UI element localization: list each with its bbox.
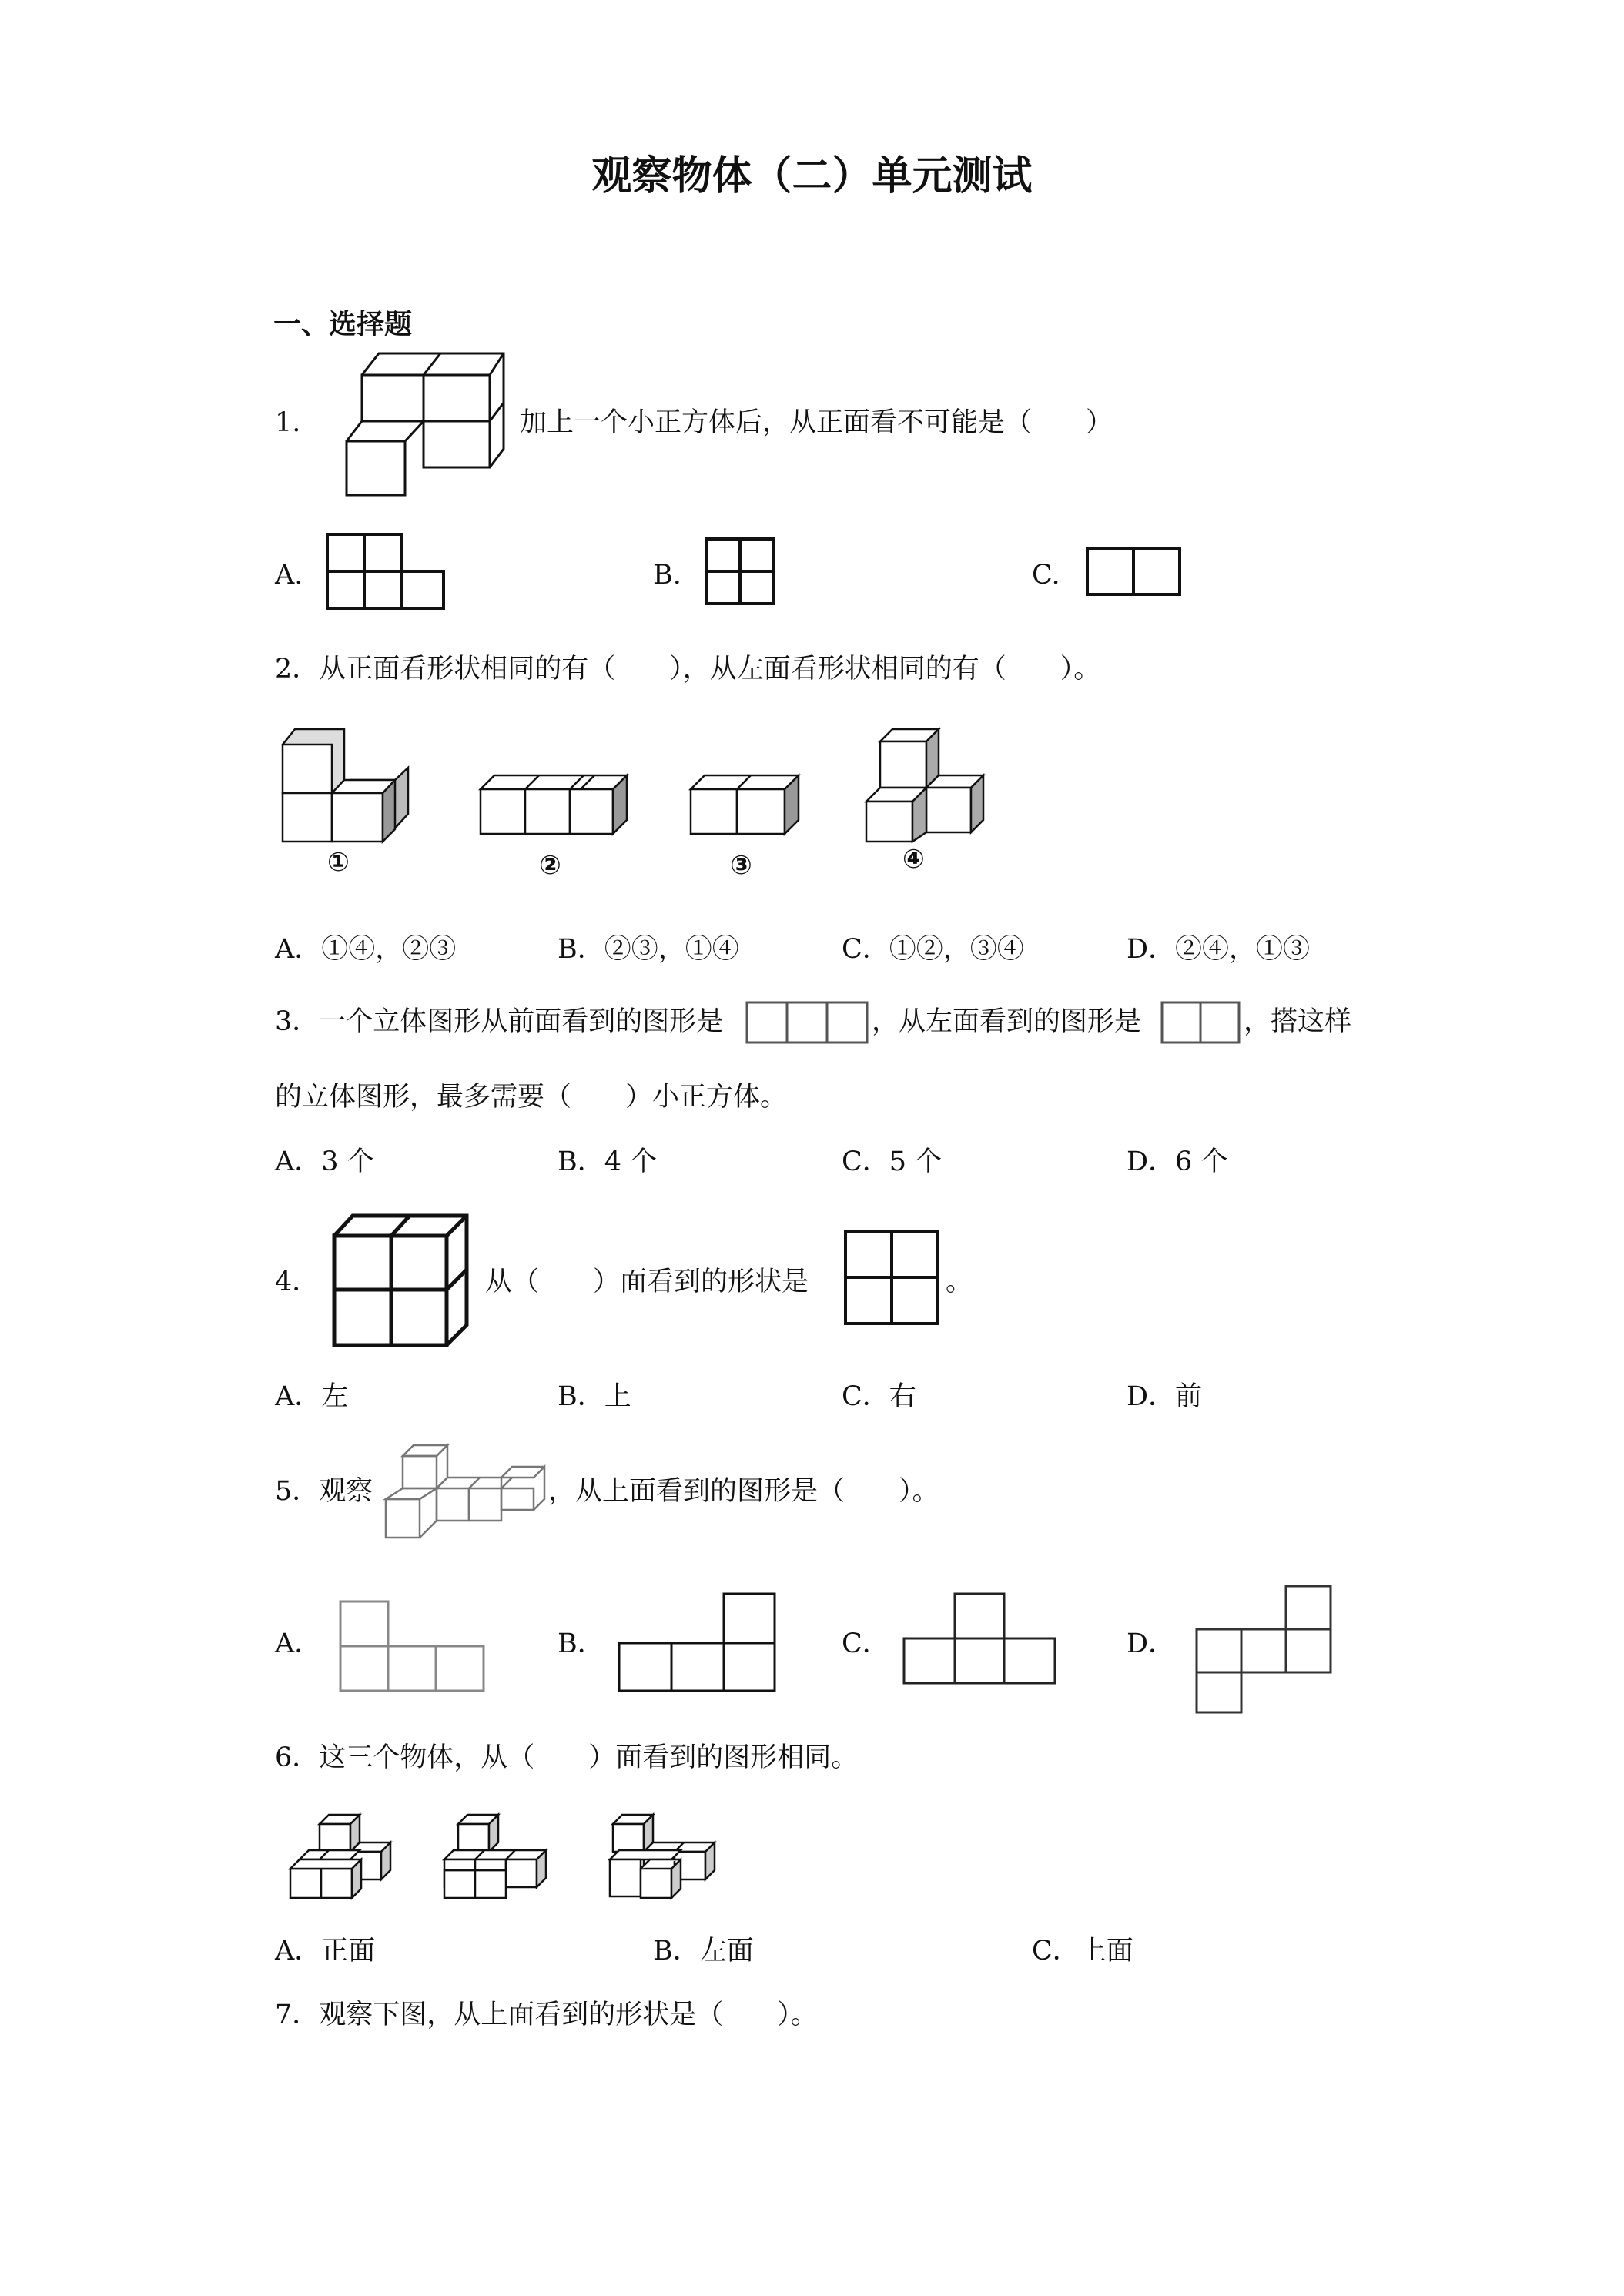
- q2-option-b[interactable]: B．②③，①④: [558, 934, 739, 965]
- q6-figure-2: [443, 1813, 566, 1902]
- q4-question-text-b: 。: [946, 1267, 973, 1297]
- q6-figure-1: [289, 1813, 404, 1902]
- q3-option-d[interactable]: D．6 个: [1127, 1146, 1228, 1177]
- q3-option-a[interactable]: A．3 个: [275, 1146, 374, 1177]
- q1-cube-figure: [339, 350, 516, 504]
- q2-option-d[interactable]: D．②④，①③: [1127, 934, 1311, 965]
- q2-option-c[interactable]: C．①②，③④: [842, 934, 1024, 965]
- q4-option-d[interactable]: D．前: [1127, 1381, 1203, 1412]
- q6-option-a[interactable]: A．正面: [275, 1936, 376, 1966]
- q5-question-text-b: ，从上面看到的图形是（ ）。: [548, 1476, 939, 1507]
- q5-option-d-label[interactable]: D．: [1127, 1628, 1176, 1659]
- q5-option-a-figure: [339, 1600, 493, 1696]
- q1-option-b-label[interactable]: B.: [653, 560, 681, 591]
- q6-option-c[interactable]: C．上面: [1032, 1936, 1133, 1966]
- q1-number: 1.: [275, 407, 301, 438]
- q2-figure-4-label: ④: [902, 844, 925, 875]
- q5-option-b-figure: [618, 1592, 779, 1696]
- q2-figure-2-label: ②: [539, 850, 561, 881]
- q3-question-text-d: 的立体图形，最多需要（ ）小正方体。: [275, 1082, 788, 1113]
- q5-option-c-label[interactable]: C．: [842, 1628, 889, 1659]
- q5-option-a-label[interactable]: A．: [275, 1628, 322, 1659]
- q3-left-view-figure: [1160, 1001, 1245, 1047]
- q5-question-text-a: 5．观察: [275, 1476, 373, 1507]
- q2-figure-1: [281, 728, 420, 843]
- q3-question-text-a: 3．一个立体图形从前面看到的图形是: [275, 1006, 724, 1037]
- q1-question-text: 加上一个小正方体后，从正面看不可能是（ ）: [520, 407, 1113, 438]
- q4-cube-figure: [331, 1213, 470, 1351]
- q2-figure-3: [689, 774, 805, 843]
- q2-figure-2: [479, 774, 633, 843]
- section-heading: 一、选择题: [273, 309, 413, 340]
- q6-figure-3: [608, 1813, 724, 1902]
- q1-option-a-figure: [326, 533, 449, 618]
- q6-option-b[interactable]: B．左面: [653, 1936, 754, 1966]
- q6-question-text: 6．这三个物体，从（ ）面看到的图形相同。: [275, 1742, 859, 1773]
- q1-option-c-label[interactable]: C.: [1032, 560, 1060, 591]
- q5-option-b-label[interactable]: B．: [558, 1628, 604, 1659]
- q1-option-c-figure: [1086, 547, 1186, 601]
- q1-option-a-label[interactable]: A.: [275, 560, 303, 591]
- q2-figure-3-label: ③: [730, 850, 752, 881]
- q3-option-c[interactable]: C．5 个: [842, 1146, 943, 1177]
- q4-number: 4．: [275, 1267, 320, 1297]
- q5-option-c-figure: [902, 1592, 1064, 1689]
- q5-cube-figure: [383, 1442, 548, 1542]
- q5-option-d-figure: [1195, 1585, 1338, 1715]
- q3-front-view-figure: [745, 1001, 876, 1047]
- page-title: 观察物体（二）单元测试: [591, 153, 1033, 199]
- q4-option-b[interactable]: B．上: [558, 1381, 631, 1412]
- q3-question-text-c: ，搭这样: [1244, 1006, 1352, 1037]
- q2-figure-4: [865, 728, 988, 843]
- q2-figure-1-label: ①: [327, 847, 350, 878]
- q4-view-figure: [843, 1229, 943, 1329]
- q3-option-b[interactable]: B．4 个: [558, 1146, 658, 1177]
- q7-question-text: 7．观察下图，从上面看到的形状是（ ）。: [275, 2000, 818, 2030]
- q4-option-a[interactable]: A．左: [275, 1381, 349, 1412]
- q2-option-a[interactable]: A．①④，②③: [275, 934, 457, 965]
- q2-question-text: 2．从正面看形状相同的有（ ），从左面看形状相同的有（ ）。: [275, 654, 1101, 684]
- q4-option-c[interactable]: C．右: [842, 1381, 916, 1412]
- q3-question-text-b: ，从左面看到的图形是: [872, 1006, 1142, 1037]
- q1-option-b-figure: [705, 537, 782, 611]
- q4-question-text-a: 从（ ）面看到的形状是: [485, 1267, 809, 1297]
